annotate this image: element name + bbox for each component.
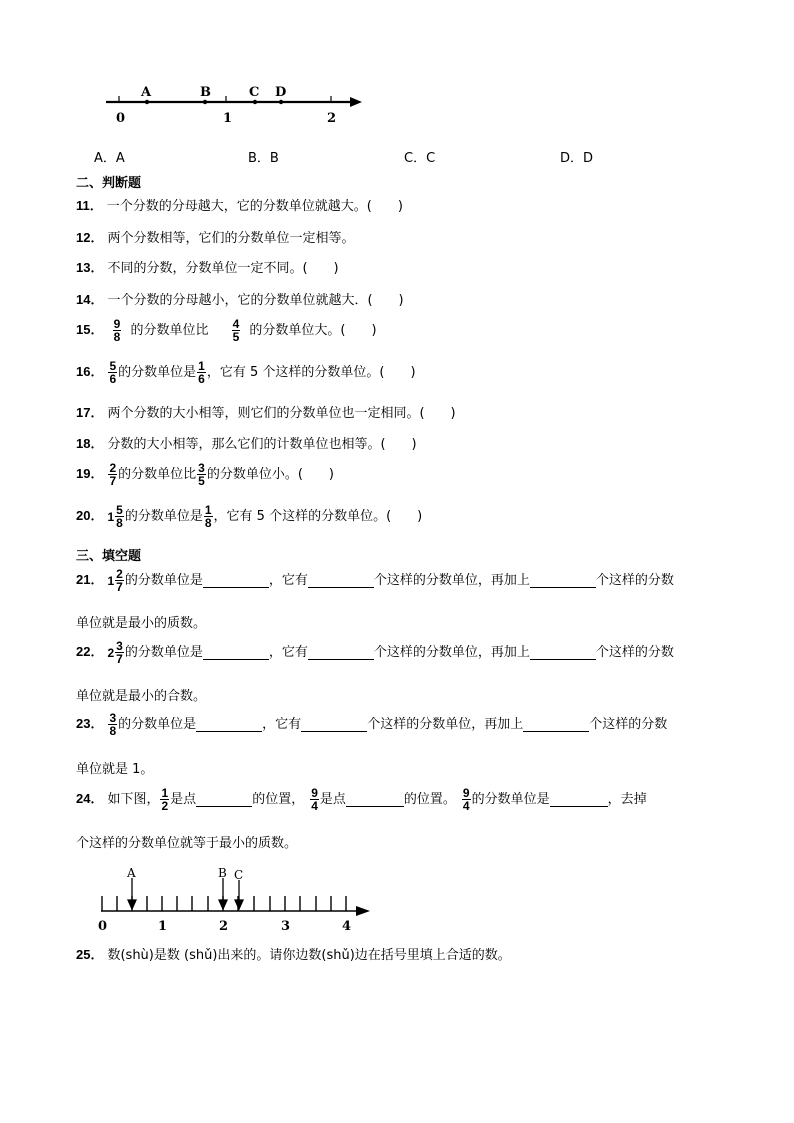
question-21 [76, 568, 674, 593]
question-24 [76, 787, 647, 812]
point-label-c: C [249, 85, 260, 100]
tick-label-1: 1 [223, 111, 233, 126]
mixed-number: 1 $\frac{5}{8}$ [107, 503, 123, 530]
question-text: ，去掉 [607, 792, 647, 807]
question-text: 数(shù)是数 (shǔ)出来的。请你边数(shǔ)边在括号里填上合适的数。 [107, 948, 511, 963]
fraction: $\frac{1}{2}$ [161, 786, 169, 813]
question-text: 如下图， [107, 792, 160, 807]
fraction: $\frac{1}{6}$ [198, 359, 205, 386]
question-text: 的分数单位是 [118, 365, 197, 380]
question-text: ，它有 5 个这样的分数单位。( ) [213, 509, 423, 524]
fraction: $\frac{5}{6}$ [109, 359, 117, 386]
answer-blank[interactable] [196, 792, 252, 807]
question-17 [76, 403, 456, 424]
question-text: 个这样的分数 [595, 573, 674, 588]
fraction: $\frac{4}{5}$ [232, 317, 240, 344]
fraction: $\frac{9}{8}$ [113, 317, 121, 344]
bottom-number-line [92, 862, 377, 934]
answer-blank[interactable] [308, 573, 374, 588]
question-text: 的分数单位是 [471, 792, 550, 807]
question-text: 个这样的分数单位，再加上 [373, 573, 530, 588]
question-number: 18． [76, 436, 104, 451]
question-13 [76, 258, 339, 279]
choice-a[interactable]: A．A [94, 151, 125, 166]
tick-label-0: 0 [116, 111, 126, 126]
choice-d[interactable]: D．D [560, 151, 594, 166]
fraction: $\frac{2}{7}$ [109, 461, 117, 488]
mixed-number: 1 $\frac{2}{7}$ [107, 567, 123, 594]
question-number: 16． [76, 364, 104, 379]
question-text: 是点 [170, 792, 197, 807]
tick-label-0: 0 [98, 919, 108, 934]
point-label-d: D [275, 85, 287, 100]
question-number: 22． [76, 644, 104, 659]
question-number: 15． [76, 322, 104, 337]
tick-label-3: 3 [281, 919, 291, 934]
answer-blank[interactable] [523, 717, 589, 732]
tick-label-4: 4 [342, 919, 352, 934]
answer-blank[interactable] [301, 717, 367, 732]
question-text: 的分数单位小。( ) [206, 467, 335, 482]
point-label-b: B [200, 85, 211, 100]
section-title-fill-in: 三、填空题 [76, 549, 142, 564]
question-25 [76, 945, 511, 966]
question-11 [76, 196, 403, 217]
question-number: 13． [76, 260, 104, 275]
choice-b[interactable]: B．B [248, 151, 279, 166]
top-number-line [100, 80, 370, 130]
answer-blank[interactable] [196, 717, 262, 732]
point-label-b: B [218, 866, 227, 880]
section-title-judgment: 二、判断题 [76, 176, 142, 191]
question-18 [76, 434, 417, 455]
answer-blank[interactable] [550, 792, 608, 807]
question-text: 一个分数的分母越大，它的分数单位就越大。( ) [106, 199, 403, 214]
question-number: 19． [76, 466, 104, 481]
question-text: 的分数单位比 [118, 467, 197, 482]
question-20 [76, 504, 422, 529]
question-23-continuation: 单位就是 1。 [76, 762, 154, 777]
question-number: 12． [76, 230, 104, 245]
question-text: 的分数单位是 [118, 717, 197, 732]
question-text: 不同的分数，分数单位一定不同。( ) [107, 261, 339, 276]
question-15 [76, 318, 377, 343]
question-number: 17． [76, 405, 104, 420]
tick-label-2: 2 [327, 111, 337, 126]
question-16 [76, 360, 416, 385]
answer-blank[interactable] [203, 645, 269, 660]
question-19 [76, 462, 334, 487]
question-number: 24． [76, 791, 104, 806]
choice-c[interactable]: C．C [404, 151, 436, 166]
question-22 [76, 640, 674, 665]
question-22-continuation: 单位就是最小的合数。 [76, 689, 207, 704]
question-text: 一个分数的分母越小，它的分数单位就越大．( ) [107, 293, 404, 308]
question-text: 的分数单位大。( ) [249, 323, 377, 338]
question-24-continuation: 个这样的分数单位就等于最小的质数。 [76, 836, 298, 851]
question-number: 11． [76, 198, 103, 213]
question-text: 两个分数的大小相等，则它们的分数单位也一定相同。( ) [107, 406, 456, 421]
question-text: 的分数单位比 [130, 323, 209, 338]
mixed-number: 2 $\frac{3}{7}$ [107, 639, 123, 666]
question-12 [76, 228, 354, 249]
answer-blank[interactable] [346, 792, 404, 807]
question-text: ，它有 [268, 645, 308, 660]
question-23 [76, 712, 667, 737]
question-text: 个这样的分数 [595, 645, 674, 660]
question-number: 20． [76, 508, 104, 523]
question-text: 个这样的分数单位，再加上 [373, 645, 530, 660]
fraction: $\frac{3}{5}$ [198, 461, 205, 488]
question-text: ，它有 [268, 573, 308, 588]
question-text: 两个分数相等，它们的分数单位一定相等。 [107, 231, 355, 246]
question-text: 的位置。 [403, 792, 456, 807]
fraction: $\frac{3}{8}$ [109, 711, 117, 738]
question-14 [76, 290, 404, 311]
question-number: 23． [76, 716, 104, 731]
answer-blank[interactable] [308, 645, 374, 660]
question-text: 个这样的分数 [589, 717, 668, 732]
question-number: 21． [76, 572, 104, 587]
answer-blank[interactable] [530, 573, 596, 588]
question-text: ，它有 [262, 717, 302, 732]
point-label-a: A [127, 866, 136, 880]
tick-label-2: 2 [219, 919, 229, 934]
question-number: 25． [76, 947, 104, 962]
question-text: ，它有 5 个这样的分数单位。( ) [206, 365, 416, 380]
question-text: 是点 [319, 792, 346, 807]
question-21-continuation: 单位就是最小的质数。 [76, 616, 207, 631]
question-text: 个这样的分数单位，再加上 [367, 717, 524, 732]
question-text: 的位置， [252, 792, 305, 807]
fraction: $\frac{9}{4}$ [311, 786, 318, 813]
point-label-c: C [234, 868, 244, 882]
question-text: 的分数单位是 [124, 573, 203, 588]
fraction: $\frac{1}{8}$ [204, 503, 212, 530]
answer-blank[interactable] [203, 573, 269, 588]
question-text: 分数的大小相等，那么它们的计数单位也相等。( ) [107, 437, 417, 452]
question-text: 的分数单位是 [124, 645, 203, 660]
fraction: $\frac{9}{4}$ [462, 786, 470, 813]
answer-blank[interactable] [530, 645, 596, 660]
point-label-a: A [141, 85, 152, 100]
question-text: 的分数单位是 [124, 509, 203, 524]
tick-label-1: 1 [158, 919, 168, 934]
question-number: 14． [76, 292, 104, 307]
